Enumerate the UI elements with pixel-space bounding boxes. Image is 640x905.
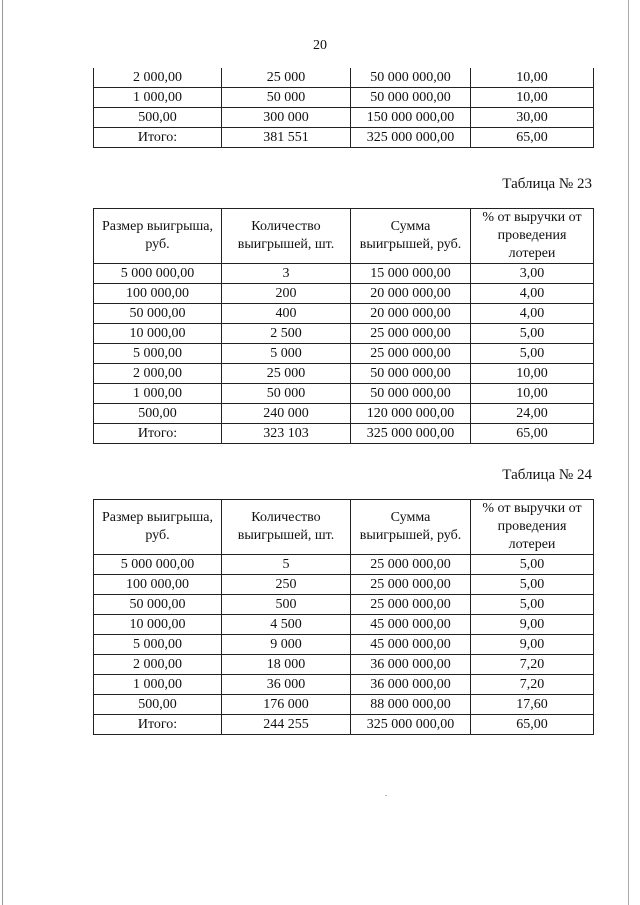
cell-prize-sum: 325 000 000,00 [351, 128, 471, 148]
cell-revenue-percent: 4,00 [471, 284, 594, 304]
cell-prize-size: 50 000,00 [94, 304, 222, 324]
table-row [94, 575, 594, 595]
cell-prize-sum: 25 000 000,00 [351, 324, 471, 344]
cell-revenue-percent: 65,00 [471, 424, 594, 444]
cell-prize-count: 240 000 [222, 404, 351, 424]
cell-prize-size: Итого: [94, 424, 222, 444]
cell-prize-size: 100 000,00 [94, 575, 222, 595]
cell-prize-size: Итого: [94, 715, 222, 735]
cell-revenue-percent: 5,00 [471, 555, 594, 575]
cell-revenue-percent: 30,00 [471, 108, 594, 128]
cell-revenue-percent: 10,00 [471, 364, 594, 384]
cell-revenue-percent: 7,20 [471, 675, 594, 695]
cell-prize-sum: 88 000 000,00 [351, 695, 471, 715]
cell-revenue-percent: 5,00 [471, 575, 594, 595]
cell-prize-count: 25 000 [222, 364, 351, 384]
continued-prize-table [93, 68, 594, 148]
cell-revenue-percent: 4,00 [471, 304, 594, 324]
cell-revenue-percent: 9,00 [471, 635, 594, 655]
table-row [94, 655, 594, 675]
table-row [94, 344, 594, 364]
continued-table-body [94, 68, 594, 148]
cell-revenue-percent: 17,60 [471, 695, 594, 715]
cell-prize-sum: 50 000 000,00 [351, 88, 471, 108]
cell-revenue-percent: 10,00 [471, 68, 594, 88]
cell-prize-size: Итого: [94, 128, 222, 148]
cell-prize-count: 200 [222, 284, 351, 304]
cell-prize-size: 500,00 [94, 695, 222, 715]
cell-prize-size: 500,00 [94, 404, 222, 424]
cell-prize-size: 1 000,00 [94, 675, 222, 695]
cell-prize-size: 5 000,00 [94, 344, 222, 364]
header-prize-size: Размер выигрыша, руб. [94, 209, 222, 264]
table-row [94, 324, 594, 344]
prize-table-24 [93, 499, 594, 735]
cell-revenue-percent: 3,00 [471, 264, 594, 284]
cell-prize-size: 10 000,00 [94, 615, 222, 635]
table-24-body [94, 555, 594, 735]
cell-prize-count: 18 000 [222, 655, 351, 675]
cell-prize-count: 3 [222, 264, 351, 284]
header-revenue-percent: % от выручки от проведения лотереи [471, 500, 594, 555]
header-prize-sum: Сумма выигрышей, руб. [351, 500, 471, 555]
table-row [94, 284, 594, 304]
cell-revenue-percent: 7,20 [471, 655, 594, 675]
table-row [94, 304, 594, 324]
cell-prize-sum: 25 000 000,00 [351, 595, 471, 615]
table-row [94, 695, 594, 715]
cell-prize-sum: 25 000 000,00 [351, 555, 471, 575]
table-row [94, 384, 594, 404]
cell-prize-count: 381 551 [222, 128, 351, 148]
table-row [94, 635, 594, 655]
cell-prize-count: 4 500 [222, 615, 351, 635]
cell-prize-size: 500,00 [94, 108, 222, 128]
scan-speck [385, 795, 387, 796]
table-23-caption: Таблица № 23 [502, 176, 592, 192]
table-row [94, 128, 594, 148]
cell-prize-sum: 325 000 000,00 [351, 424, 471, 444]
page-edge-left [2, 0, 3, 905]
cell-prize-sum: 50 000 000,00 [351, 384, 471, 404]
table-row [94, 595, 594, 615]
table-header-row [94, 209, 594, 264]
cell-revenue-percent: 10,00 [471, 88, 594, 108]
cell-prize-count: 2 500 [222, 324, 351, 344]
cell-prize-sum: 325 000 000,00 [351, 715, 471, 735]
cell-revenue-percent: 24,00 [471, 404, 594, 424]
cell-prize-sum: 120 000 000,00 [351, 404, 471, 424]
table-row [94, 555, 594, 575]
cell-prize-size: 2 000,00 [94, 68, 222, 88]
cell-prize-size: 5 000,00 [94, 635, 222, 655]
cell-prize-size: 100 000,00 [94, 284, 222, 304]
cell-revenue-percent: 65,00 [471, 128, 594, 148]
cell-prize-count: 36 000 [222, 675, 351, 695]
table-23-body [94, 264, 594, 444]
cell-revenue-percent: 10,00 [471, 384, 594, 404]
cell-prize-size: 5 000 000,00 [94, 555, 222, 575]
page-number: 20 [313, 38, 327, 53]
cell-prize-size: 1 000,00 [94, 88, 222, 108]
cell-prize-sum: 36 000 000,00 [351, 655, 471, 675]
cell-prize-sum: 36 000 000,00 [351, 675, 471, 695]
cell-revenue-percent: 65,00 [471, 715, 594, 735]
header-prize-count: Количество выигрышей, шт. [222, 500, 351, 555]
table-row [94, 424, 594, 444]
cell-prize-count: 25 000 [222, 68, 351, 88]
header-prize-count: Количество выигрышей, шт. [222, 209, 351, 264]
table-row [94, 264, 594, 284]
cell-prize-size: 2 000,00 [94, 655, 222, 675]
cell-prize-count: 176 000 [222, 695, 351, 715]
cell-prize-sum: 50 000 000,00 [351, 68, 471, 88]
cell-prize-count: 9 000 [222, 635, 351, 655]
cell-prize-count: 5 000 [222, 344, 351, 364]
table-row [94, 675, 594, 695]
cell-prize-count: 400 [222, 304, 351, 324]
prize-table-23 [93, 208, 594, 444]
table-row [94, 88, 594, 108]
cell-prize-count: 50 000 [222, 384, 351, 404]
cell-prize-sum: 20 000 000,00 [351, 304, 471, 324]
cell-prize-count: 50 000 [222, 88, 351, 108]
table-row [94, 715, 594, 735]
table-24-caption: Таблица № 24 [502, 467, 592, 483]
page-edge-right [628, 0, 629, 905]
table-row [94, 108, 594, 128]
cell-prize-sum: 20 000 000,00 [351, 284, 471, 304]
cell-prize-count: 250 [222, 575, 351, 595]
cell-prize-count: 244 255 [222, 715, 351, 735]
cell-prize-size: 1 000,00 [94, 384, 222, 404]
table-row [94, 68, 594, 88]
cell-prize-sum: 25 000 000,00 [351, 344, 471, 364]
cell-prize-count: 300 000 [222, 108, 351, 128]
table-row [94, 615, 594, 635]
table-header-row [94, 500, 594, 555]
cell-prize-sum: 50 000 000,00 [351, 364, 471, 384]
cell-prize-sum: 45 000 000,00 [351, 635, 471, 655]
header-prize-sum: Сумма выигрышей, руб. [351, 209, 471, 264]
header-prize-size: Размер выигрыша, руб. [94, 500, 222, 555]
header-revenue-percent: % от выручки от проведения лотереи [471, 209, 594, 264]
cell-prize-size: 5 000 000,00 [94, 264, 222, 284]
cell-revenue-percent: 5,00 [471, 595, 594, 615]
cell-prize-sum: 15 000 000,00 [351, 264, 471, 284]
cell-revenue-percent: 9,00 [471, 615, 594, 635]
cell-revenue-percent: 5,00 [471, 344, 594, 364]
cell-prize-sum: 45 000 000,00 [351, 615, 471, 635]
cell-prize-count: 5 [222, 555, 351, 575]
cell-prize-size: 50 000,00 [94, 595, 222, 615]
table-row [94, 364, 594, 384]
cell-prize-count: 500 [222, 595, 351, 615]
cell-prize-sum: 150 000 000,00 [351, 108, 471, 128]
cell-prize-count: 323 103 [222, 424, 351, 444]
table-row [94, 404, 594, 424]
cell-prize-size: 2 000,00 [94, 364, 222, 384]
cell-prize-size: 10 000,00 [94, 324, 222, 344]
cell-revenue-percent: 5,00 [471, 324, 594, 344]
cell-prize-sum: 25 000 000,00 [351, 575, 471, 595]
